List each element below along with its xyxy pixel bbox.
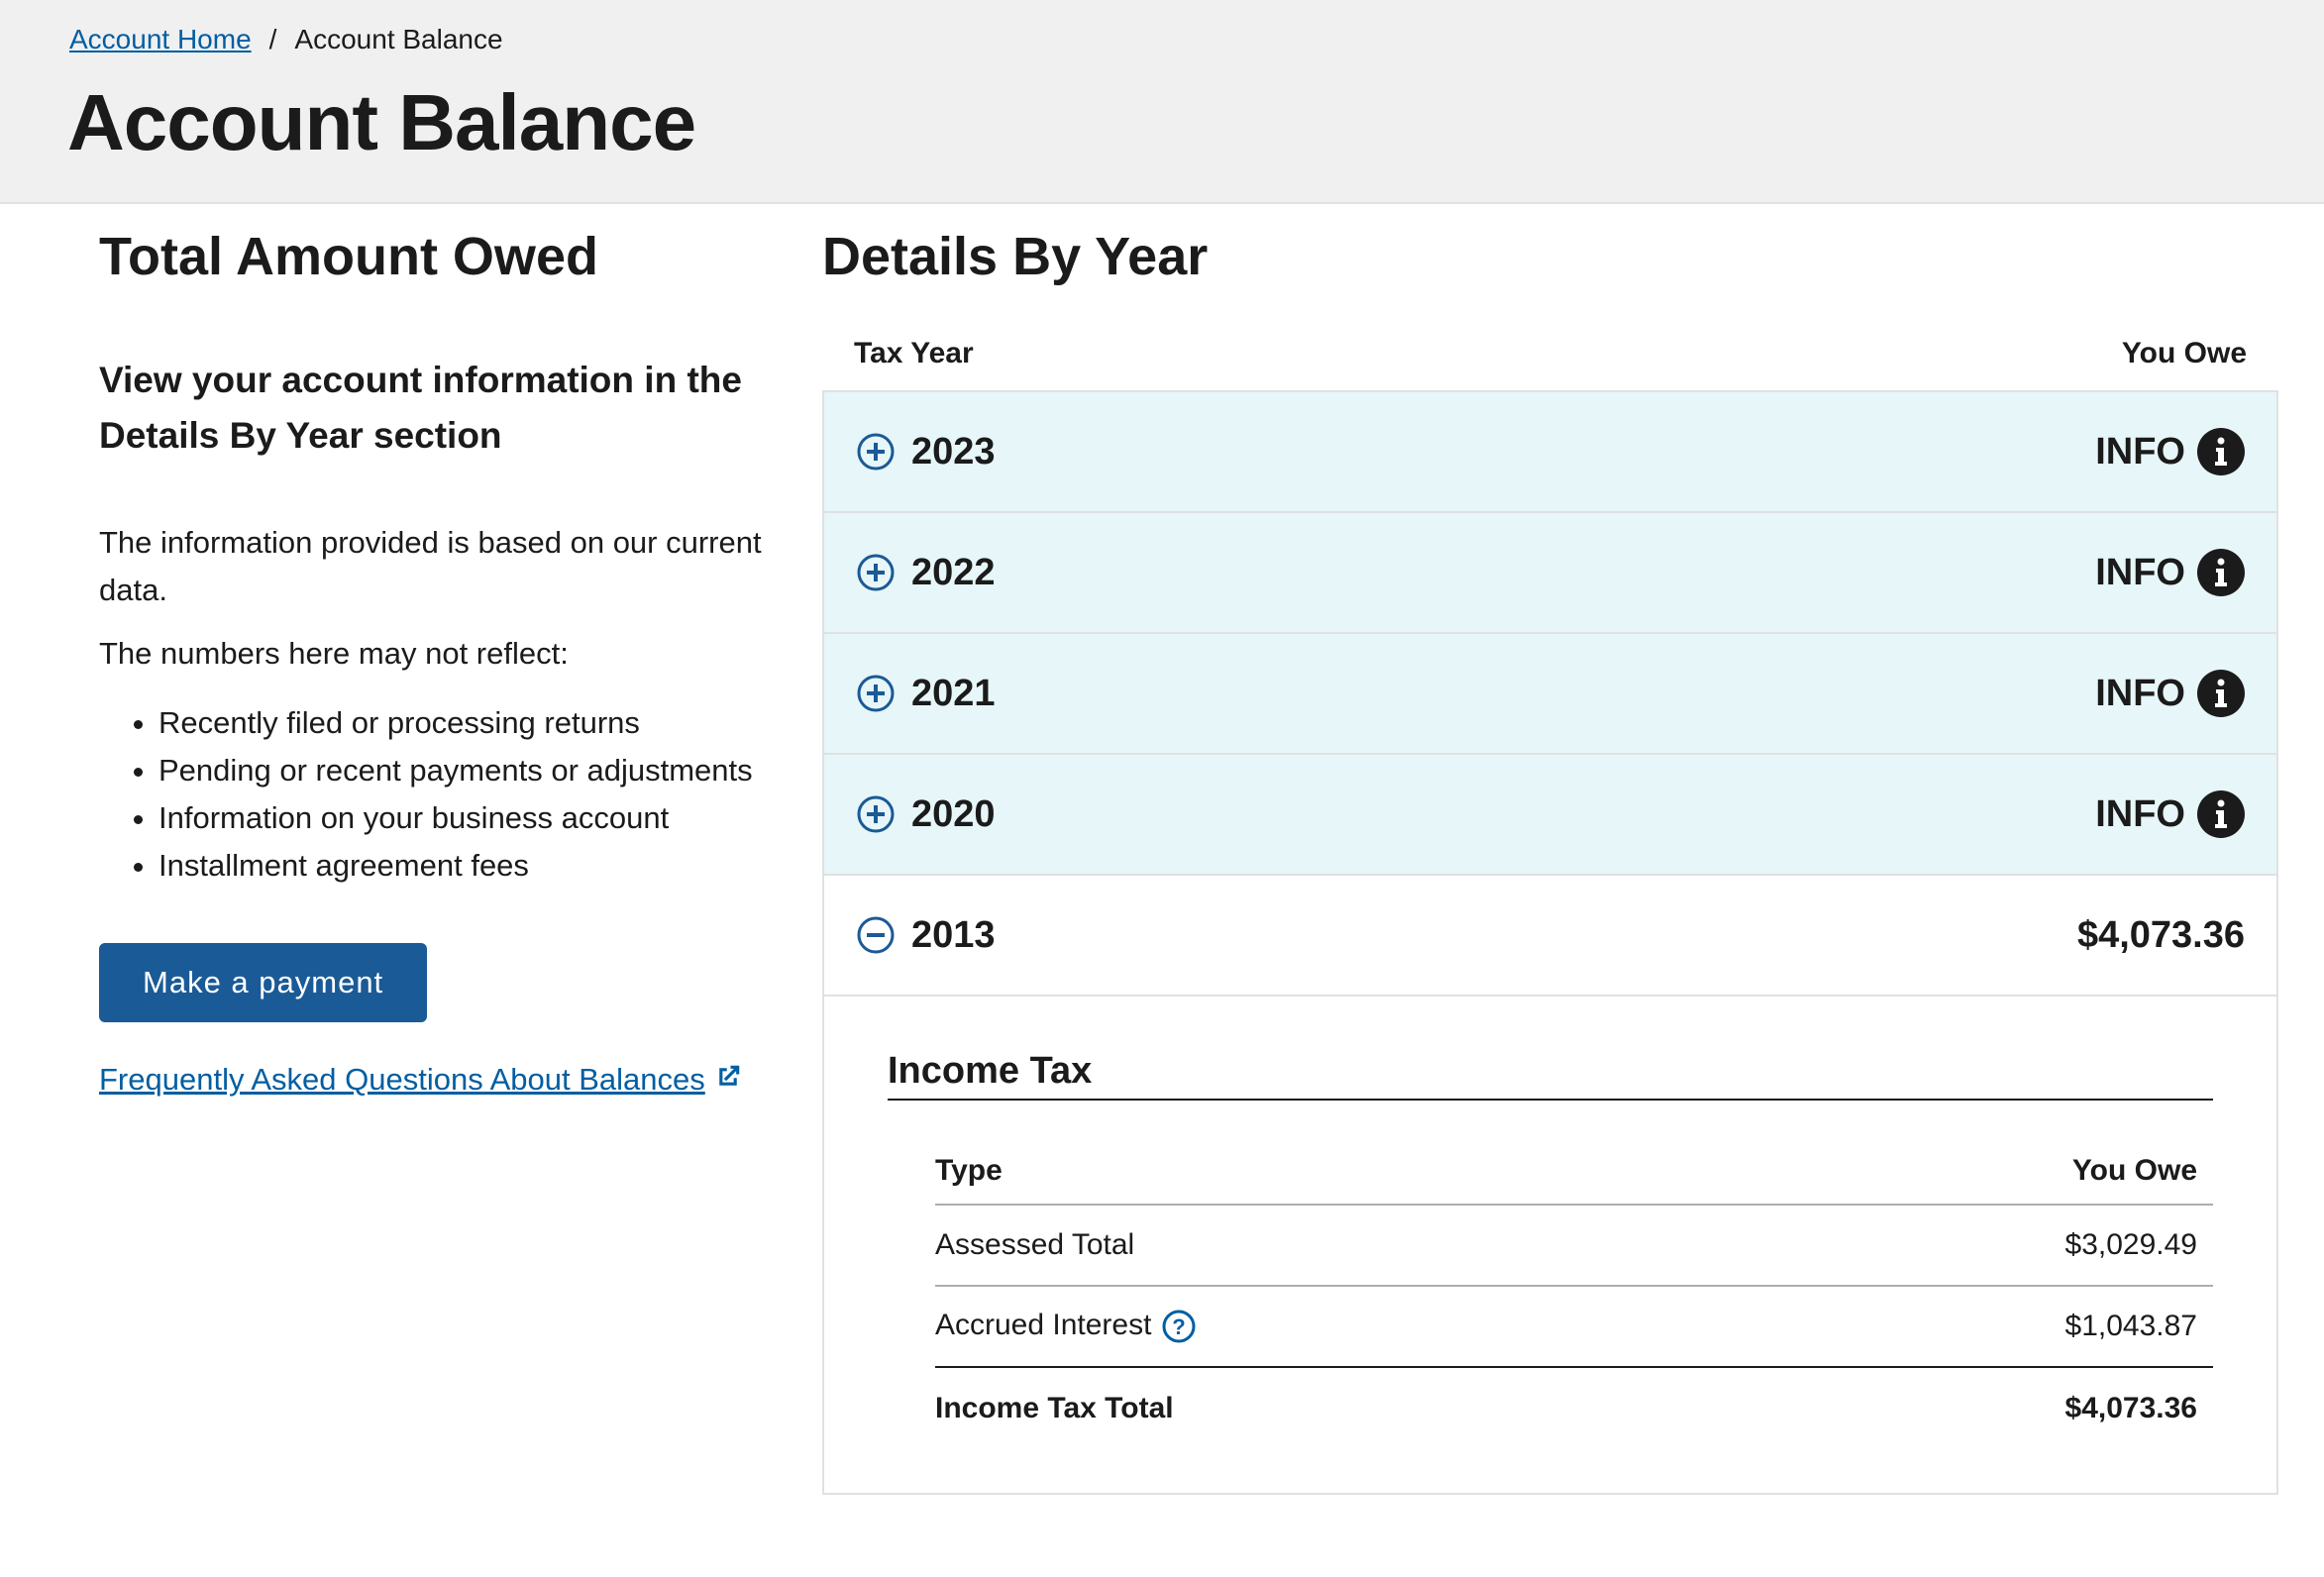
info-paragraph: The information provided is based on our current data. [99,525,762,607]
info-label: INFO [2095,672,2185,714]
year-label: 2020 [911,792,996,835]
info-label: INFO [2095,430,2185,473]
year-row-2013[interactable] [824,876,2276,997]
total-amount: $4,073.36 [2064,1392,2197,1424]
year-row-2021[interactable] [824,634,2276,755]
year-label: 2021 [911,672,996,714]
info-icon[interactable] [2197,549,2245,596]
table-header-row [935,1138,2213,1206]
year-row-2022[interactable] [824,513,2276,634]
year-label: 2013 [911,913,996,956]
faq-balances-link[interactable] [99,1062,773,1098]
year-row-2020[interactable] [824,755,2276,876]
not-reflected-list [99,699,773,890]
total-owed-heading: Total Amount Owed [99,227,598,286]
income-tax-total-row [935,1368,2213,1449]
you-owe-column-header: You Owe [2121,337,2247,369]
row-type: Accrued Interest [935,1308,1152,1341]
view-info-subheading: View your account information in the Details By Year section [99,360,742,456]
svg-text:?: ? [1172,1314,1187,1340]
tax-year-column-header: Tax Year [854,337,974,369]
breadcrumb-separator: / [268,24,277,54]
you-owe-column-header: You Owe [2071,1154,2197,1187]
may-not-reflect-paragraph: The numbers here may not reflect: [99,636,569,671]
year-amount-owed: $4,073.36 [2076,913,2245,956]
expand-plus-icon [856,674,896,713]
years-accordion [822,390,2278,1495]
info-label: INFO [2095,551,2185,593]
income-tax-table [935,1138,2213,1449]
list-item: • Pending or recent payments or adjustments [158,747,773,794]
list-item: • Information on your business account [158,794,773,842]
total-label: Income Tax Total [935,1392,1174,1424]
make-payment-button[interactable]: Make a payment [99,943,427,1022]
breadcrumb-account-home-link[interactable]: Account Home [69,24,252,54]
breadcrumb [69,24,503,55]
info-label: INFO [2095,792,2185,835]
details-by-year-section [822,204,2278,1495]
collapse-minus-icon [856,915,896,955]
row-amount: $1,043.87 [2064,1310,2197,1342]
info-icon[interactable] [2197,670,2245,717]
row-type-cell [935,1309,1197,1344]
expand-plus-icon [856,553,896,592]
expand-plus-icon [856,794,896,834]
info-icon[interactable] [2197,790,2245,838]
year-label: 2023 [911,430,996,473]
year-table-header [822,337,2278,370]
details-by-year-heading: Details By Year [822,227,1209,286]
page-header [0,0,2324,204]
info-icon[interactable] [2197,428,2245,475]
expand-plus-icon [856,432,896,472]
year-2013-details [824,997,2276,1493]
faq-link-label: Frequently Asked Questions About Balances [99,1062,705,1097]
row-type: Assessed Total [935,1228,1135,1261]
table-row [935,1287,2213,1368]
income-tax-heading: Income Tax [888,1050,2213,1101]
type-column-header: Type [935,1154,1003,1187]
table-row [935,1206,2213,1287]
year-row-2023[interactable] [824,392,2276,513]
row-amount: $3,029.49 [2064,1228,2197,1261]
list-item: • Installment agreement fees [158,842,773,890]
breadcrumb-current: Account Balance [294,24,503,54]
question-icon[interactable] [1161,1309,1197,1344]
external-link-icon [713,1062,743,1092]
list-item: • Recently filed or processing returns [158,699,773,747]
year-label: 2022 [911,551,996,593]
page-title: Account Balance [67,78,696,166]
total-owed-section [99,204,773,1098]
